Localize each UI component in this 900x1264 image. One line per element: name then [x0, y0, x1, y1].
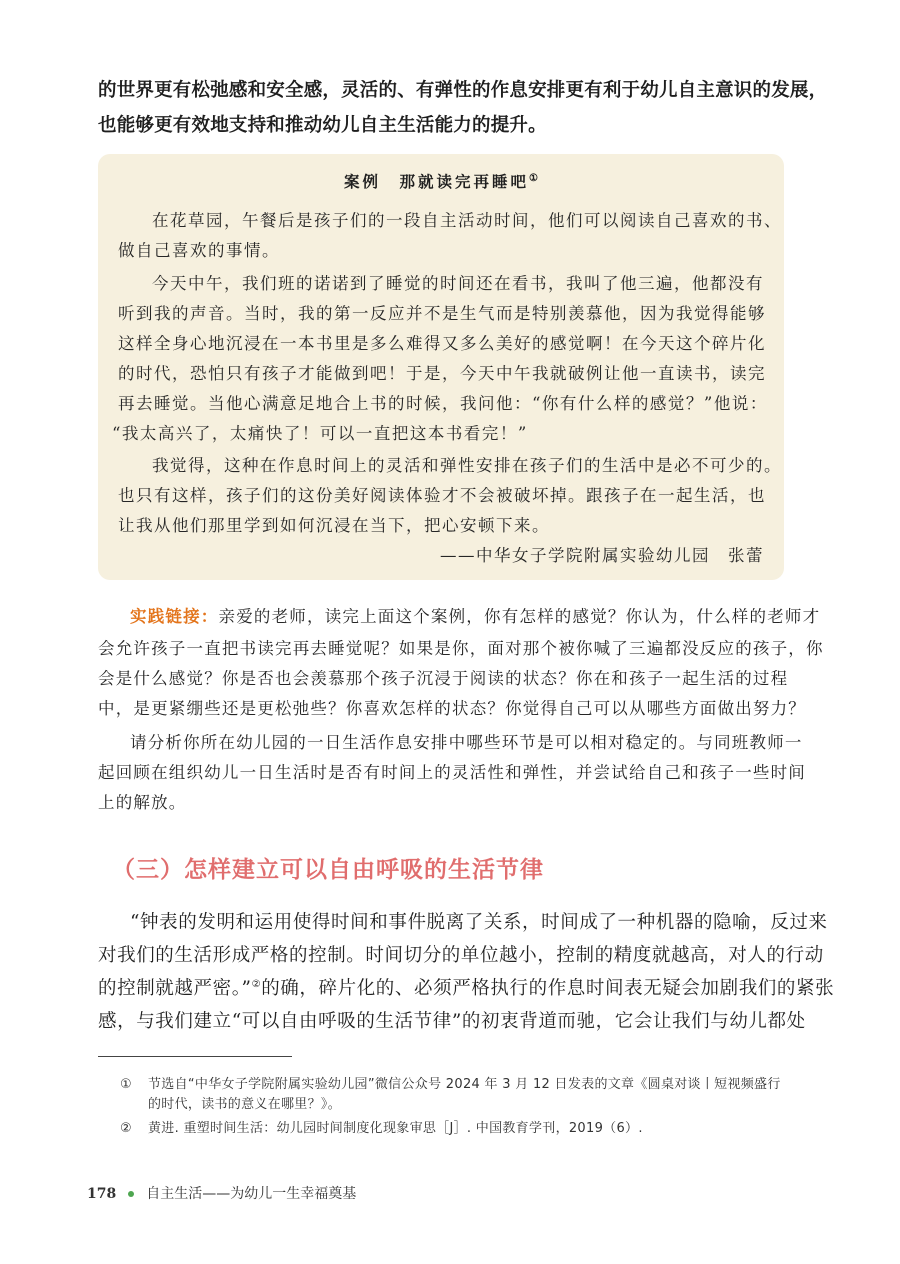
page-number: 178 — [87, 1186, 117, 1202]
practice-label: 实践链接： — [130, 607, 219, 626]
page-footer — [87, 1183, 356, 1203]
footnote-ref-2: ② — [251, 978, 262, 990]
practice-line: 起回顾在组织幼儿一日生活时是否有时间上的灵活性和弹性，并尝试给自己和孩子一些时间 — [98, 763, 806, 782]
case-line: 再去睡觉。当他心满意足地合上书的时候，我问他：“你有什么样的感觉？”他说： — [118, 394, 768, 413]
body-line: 对我们的生活形成严格的控制。时间切分的单位越小，控制的精度就越高，对人的行动 — [98, 945, 824, 966]
case-line: 这样全身心地沉浸在一本书里是多么难得又多么美好的感觉啊！在今天这个碎片化 — [118, 334, 766, 353]
case-line: 听到我的声音。当时，我的第一反应并不是生气而是特别羡慕他，因为我觉得能够 — [118, 304, 766, 323]
intro-line-2: 也能够更有效地支持和推动幼儿自主生活能力的提升。 — [98, 115, 547, 136]
practice-line: 实践链接：亲爱的老师，读完上面这个案例，你有怎样的感觉？你认为，什么样的老师才 — [130, 607, 821, 626]
practice-line: 会允许孩子一直把书读完再去睡觉呢？如果是你，面对那个被你喊了三遍都没反应的孩子，你 — [98, 639, 824, 658]
case-line: 的时代，恐怕只有孩子才能做到吧！于是，今天中午我就破例让他一直读书，读完 — [118, 364, 766, 383]
practice-line: 中，是更紧绷些还是更松弛些？你喜欢怎样的状态？你觉得自己可以从哪些方面做出努力？ — [98, 699, 806, 718]
body-line: 感，与我们建立“可以自由呼吸的生活节律”的初衷背道而驰，它会让我们与幼儿都处 — [98, 1011, 806, 1032]
case-line: 我觉得，这种在作息时间上的灵活和弹性安排在孩子们的生活中是必不可少的。 — [152, 456, 782, 475]
footer-dot-icon — [128, 1191, 134, 1197]
footnote-marker: ① — [120, 1077, 132, 1092]
case-line: 今天中午，我们班的诺诺到了睡觉的时间还在看书，我叫了他三遍，他都没有 — [152, 274, 764, 293]
footnote-divider — [98, 1056, 292, 1057]
intro-line-1: 的世界更有松弛感和安全感，灵活的、有弹性的作息安排更有利于幼儿自主意识的发展， — [98, 80, 828, 101]
footnote-2: ② 黄进. 重塑时间生活：幼儿园时间制度化现象审思［J］. 中国教育学刊，2019（6）. — [120, 1121, 643, 1136]
case-title: 案例 那就读完再睡吧① — [344, 172, 538, 191]
book-title: 自主生活——为幼儿一生幸福奠基 — [146, 1186, 357, 1202]
practice-line: 请分析你所在幼儿园的一日生活作息安排中哪些环节是可以相对稳定的。与同班教师一 — [130, 733, 803, 752]
footnote-1: ① 节选自“中华女子学院附属实验幼儿园”微信公众号 2024 年 3 月 12 日发表的文章《圆桌对谈丨短视频盛行 — [120, 1077, 781, 1092]
practice-line: 上的解放。 — [98, 793, 187, 812]
case-line: “我太高兴了，太痛快了！可以一直把这本书看完！” — [112, 424, 528, 443]
section-heading: （三）怎样建立可以自由呼吸的生活节律 — [112, 857, 544, 883]
case-line: 做自己喜欢的事情。 — [118, 241, 280, 260]
case-line: 让我从他们那里学到如何沉浸在当下，把心安顿下来。 — [118, 516, 550, 535]
footnote-ref-1: ① — [529, 172, 538, 184]
case-line: 也只有这样，孩子们的这份美好阅读体验才不会被破坏掉。跟孩子在一起生活，也 — [118, 486, 766, 505]
footnote-marker: ② — [120, 1121, 132, 1136]
case-line: 在花草园，午餐后是孩子们的一段自主活动时间，他们可以阅读自己喜欢的书、 — [152, 211, 782, 230]
body-line: “钟表的发明和运用使得时间和事件脱离了关系，时间成了一种机器的隐喻，反过来 — [130, 912, 828, 933]
case-attribution: ——中华女子学院附属实验幼儿园 张蕾 — [440, 546, 764, 565]
body-line: 的控制就越严密。”②的确，碎片化的、必须严格执行的作息时间表无疑会加剧我们的紧张 — [98, 978, 835, 999]
footnote-1-continued: 的时代，读书的意义在哪里？》。 — [148, 1097, 342, 1112]
practice-line: 会是什么感觉？你是否也会羡慕那个孩子沉浸于阅读的状态？你在和孩子一起生活的过程 — [98, 669, 789, 688]
